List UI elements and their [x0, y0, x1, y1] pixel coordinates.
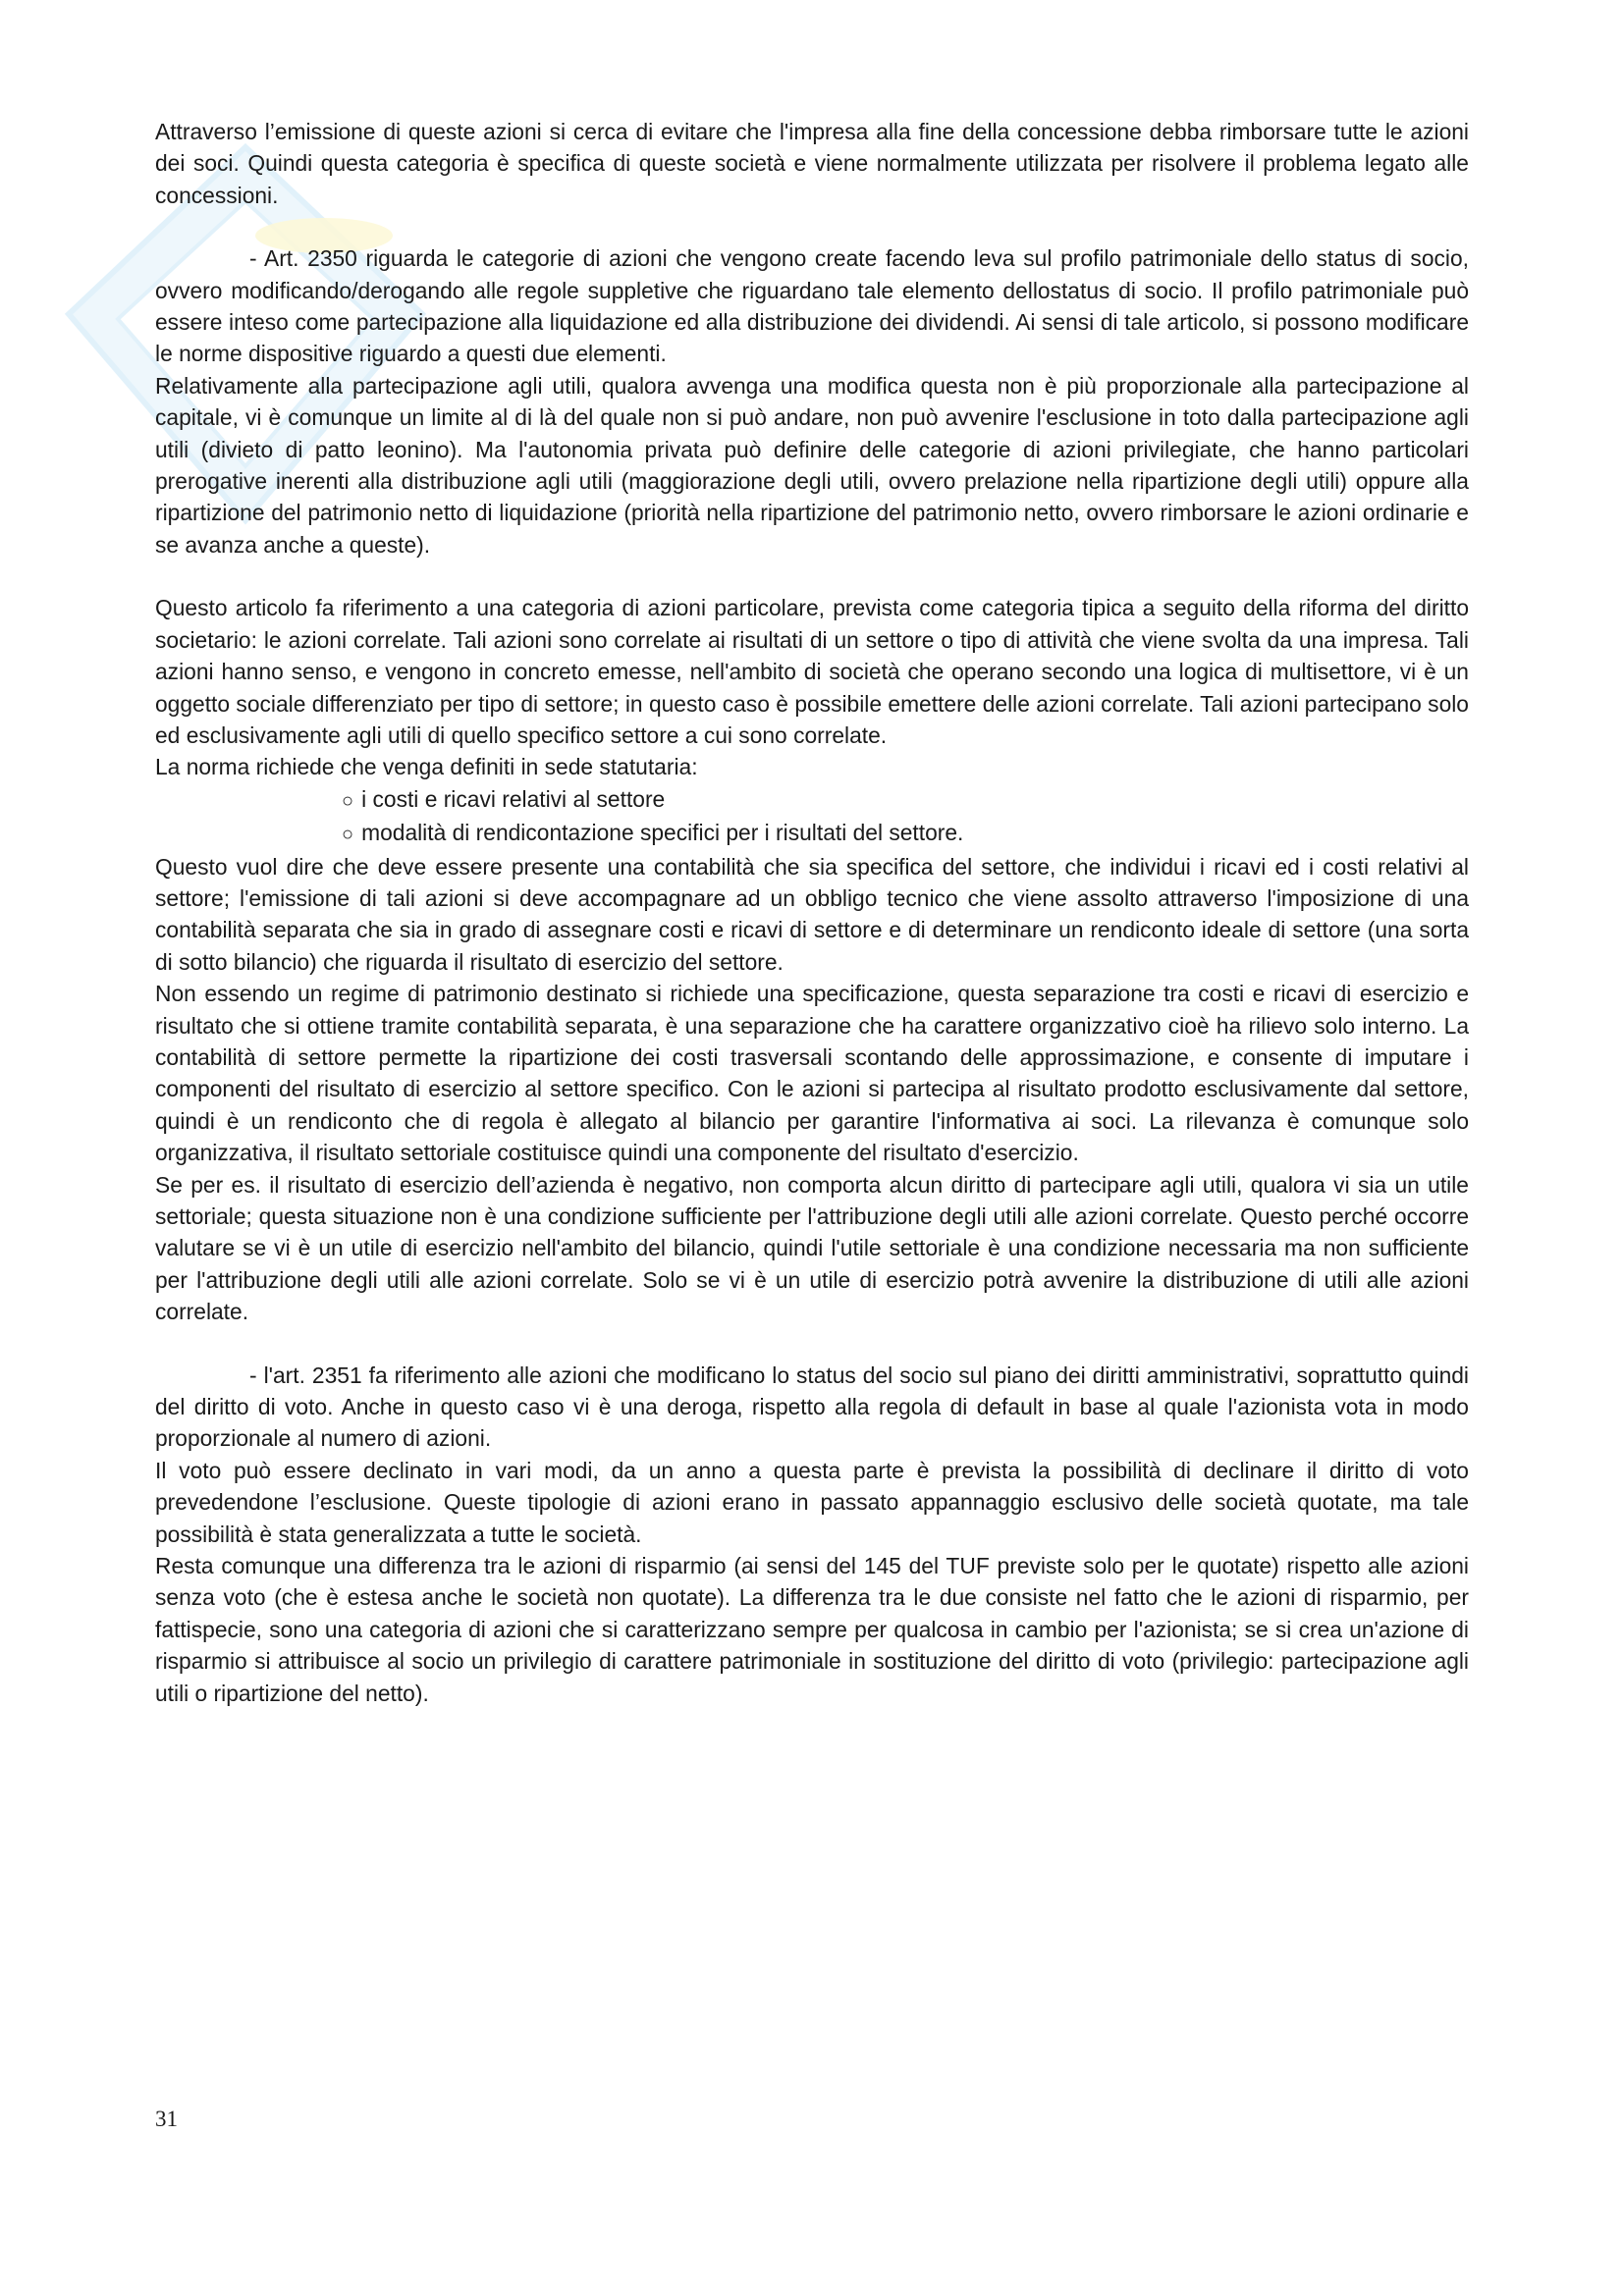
- paragraph-voto: Il voto può essere declinato in vari modi, da un anno a questa parte è prevista la possibilità di declinare il diritto di voto prevedendone l’esclusione. Queste tipologie di azioni erano in passato appannaggio esclusivo delle società quotate, ma tale possibilità è stata generalizzata a tutte le società.: [155, 1457, 1469, 1547]
- bullet-list: [155, 783, 1469, 851]
- page-content: [155, 116, 1469, 1709]
- bullet-item-costi-ricavi: ○ i costi e ricavi relativi al settore: [155, 783, 1469, 817]
- paragraph-azioni-risparmio: Resta comunque una differenza tra le azioni di risparmio (ai sensi del 145 del TUF previste solo per le quotate) rispetto alle azioni senza voto (che è estesa anche le società non quotate). La differenza tra le due consiste nel fatto che le azioni di risparmio, per fattispecie, sono una categoria di azioni che si caratterizzano sempre per qualcosa in cambio per l'azionista; se si crea un'azione di risparmio si attribuisce al socio un privilegio di carattere patrimoniale in sostituzione del diritto di voto (privilegio: partecipazione agli utili o ripartizione del netto).: [155, 1553, 1469, 1706]
- paragraph-patrimonio-destinato: Non essendo un regime di patrimonio destinato si richiede una specificazione, questa separazione tra costi e ricavi di esercizio e risultato che si ottiene tramite contabilità separata, è una separazione che ha carattere organizzativo cioè ha rilievo solo interno. La contabilità di settore permette la ripartizione dei costi trasversali scontando delle approssimazione, e consente di imputare i componenti del risultato di esercizio al settore specifico. Con le azioni si partecipa al risultato prodotto esclusivamente dal settore, quindi è un rendiconto che di regola è allegato al bilancio per garantire l'informativa ai soci. La rilevanza è comunque solo organizzativa, il risultato settoriale costituisce quindi una componente del risultato d'esercizio.: [155, 981, 1469, 1166]
- paragraph-art-2351: - l'art. 2351 fa riferimento alle azioni che modificano lo status del socio sul piano dei diritti amministrativi, soprattutto quindi del diritto di voto. Anche in questo caso vi è una deroga, rispetto alla regola di default in base al quale l'azionista vota in modo proporzionale al numero di azioni.: [155, 1362, 1469, 1452]
- paragraph-art-2350: - Art. 2350 riguarda le categorie di azioni che vengono create facendo leva sul profilo patrimoniale dello status di socio, ovvero modificando/derogando alle regole suppletive che riguardano tale elemento dellostatus di socio. Il profilo patrimoniale può essere inteso come partecipazione alla liquidazione ed alla distribuzione dei dividendi. Ai sensi di tale articolo, si possono modificare le norme dispositive riguardo a questi due elementi.: [155, 245, 1469, 367]
- paragraph-azioni-correlate: Questo articolo fa riferimento a una categoria di azioni particolare, prevista come categoria tipica a seguito della riforma del diritto societario: le azioni correlate. Tali azioni sono correlate ai risultati di un settore o tipo di attività che viene svolta da una impresa. Tali azioni hanno senso, e vengono in concreto emesse, nell'ambito di società che operano secondo una logica di multisettore, vi è un oggetto sociale differenziato per tipo di settore; in questo caso è possibile emettere delle azioni correlate. Tali azioni partecipano solo ed esclusivamente agli utili di quello specifico settore a cui sono correlate.: [155, 595, 1469, 748]
- paragraph-partecipazione-utili: Relativamente alla partecipazione agli utili, qualora avvenga una modifica questa non è più proporzionale alla partecipazione al capitale, vi è comunque un limite al di là del quale non si può andare, non può avvenire l'esclusione in toto dalla partecipazione agli utili (divieto di patto leonino). Ma l'autonomia privata può definire delle categorie di azioni privilegiate, che hanno particolari prerogative inerenti alla distribuzione agli utili (maggiorazione degli utili, ovvero prelazione nella ripartizione degli utili) oppure alla ripartizione del patrimonio netto di liquidazione (priorità nella ripartizione del patrimonio netto, ovvero rimborsare le azioni ordinarie e se avanza anche a queste).: [155, 372, 1469, 558]
- page-number: 31: [155, 2107, 178, 2131]
- paragraph-risultato-negativo: Se per es. il risultato di esercizio dell’azienda è negativo, non comporta alcun diritto di partecipare agli utili, qualora vi sia un utile settoriale; questa situazione non è una condizione sufficiente per l'attribuzione degli utili alle azioni correlate. Questo perché occorre valutare se vi è un utile di esercizio nell'ambito del bilancio, quindi l'utile settoriale è una condizione necessaria ma non sufficiente per l'attribuzione degli utili alle azioni correlate. Solo se vi è un utile di esercizio potrà avvenire la distribuzione di utili alle azioni correlate.: [155, 1171, 1469, 1325]
- paragraph-contabilita-settore: Questo vuol dire che deve essere presente una contabilità che sia specifica del settore, che individui i ricavi ed i costi relativi al settore; l'emissione di tali azioni si deve accompagnare ad un obbligo tecnico che viene assolto attraverso l'imposizione di una contabilità separata che sia in grado di assegnare costi e ricavi di settore e di determinare un rendiconto ideale di settore (una sorta di sotto bilancio) che riguarda il risultato di esercizio del settore.: [155, 853, 1469, 975]
- bullet-item-rendicontazione: ○ modalità di rendicontazione specifici per i risultati del settore.: [155, 817, 1469, 850]
- paragraph-concessioni: Attraverso l’emissione di queste azioni si cerca di evitare che l'impresa alla fine della concessione debba rimborsare tutte le azioni dei soci. Quindi questa categoria è specifica di queste società e viene normalmente utilizzata per risolvere il problema legato alle concessioni.: [155, 119, 1469, 208]
- paragraph-norma-statutaria: La norma richiede che venga definiti in sede statutaria:: [155, 754, 698, 780]
